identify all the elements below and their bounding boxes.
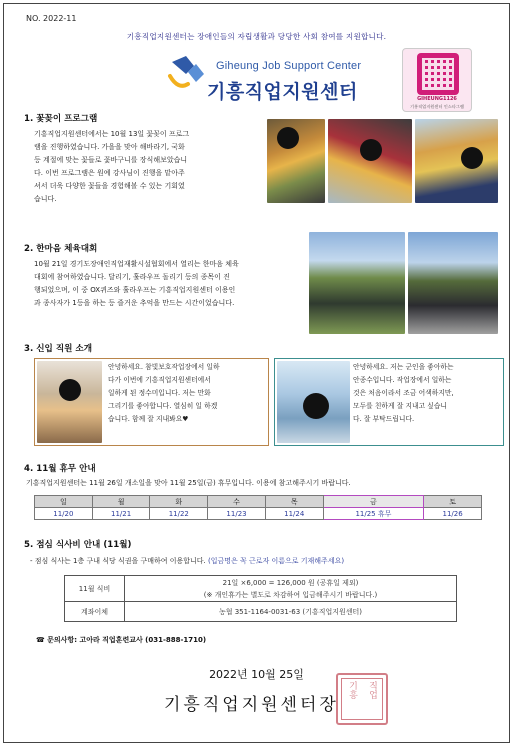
staff-intro-text-1 [108, 361, 266, 426]
text-line: 다. 이번 프로그램은 원예 강사님이 진행을 맡아주 [34, 169, 185, 177]
center-logo-icon [166, 54, 210, 94]
flower-photo-3 [415, 119, 498, 203]
day-header: 토 [424, 496, 482, 508]
text-line: 일하게 된 정수미입니다. 저는 만화 [108, 389, 211, 397]
text-line: 셔서 더욱 다양한 꽃들을 경험해볼 수 있는 기회였 [34, 182, 185, 190]
phone-icon: ☎ [36, 636, 48, 644]
day-header: 일 [35, 496, 93, 508]
date-cell: 11/22 [150, 508, 208, 520]
meal-notice [30, 556, 344, 566]
holiday-notice: 기흥직업지원센터는 11월 26일 개소일을 맞아 11월 25일(금) 휴무입니다. 이용에 참고해주시기 바랍니다. [26, 479, 351, 487]
text-line: 과 종사자가 1등을 하는 등 즐거운 추억을 만드는 시간이었습니다. [34, 299, 235, 307]
meal-fee-note: (※ 개인휴가는 별도로 차감하여 입금해주시기 바랍니다.) [203, 590, 378, 599]
newsletter-page [3, 3, 510, 743]
day-header: 금 [323, 496, 424, 508]
contact-line [36, 635, 206, 645]
meal-notice-text: - 점심 식사는 1층 구내 식당 식권을 구매하여 이용합니다. [30, 557, 208, 565]
qr-account-id: GIHEUNG1126 [417, 96, 457, 102]
meal-fee-cell [125, 576, 457, 602]
date-cell-holiday: 11/25 휴무 [323, 508, 424, 520]
section-title-sports: 2. 한마음 체육대회 [24, 244, 98, 254]
sports-paragraph [34, 258, 309, 310]
meal-fee-amount: 21일 ×6,000 = 126,000 원 (공휴일 제외) [222, 578, 359, 587]
section-title-holiday: 4. 11월 휴무 안내 [24, 464, 96, 474]
text-line: 그리기를 좋아합니다. 열심히 일 하겠 [108, 402, 218, 410]
text-line: 습니다. 함께 잘 지내봐요♥ [108, 415, 189, 423]
flower-photo-2 [328, 119, 412, 203]
doc-number: NO. 2022-11 [26, 14, 77, 23]
text-line: 안녕하세요. 저는 군인을 좋아하는 [353, 363, 454, 371]
seal-text-left: 기흥 [347, 681, 357, 699]
text-line: 다. 잘 부탁드립니다. [353, 415, 415, 423]
account-row-label: 계좌이체 [65, 602, 125, 622]
text-line: 기흥직업지원센터에서는 10월 13일 꽃꽂이 프로그 [34, 130, 190, 138]
text-line: 대회에 참여하였습니다. 달리기, 훌라우프 돌리기 등의 종목이 진 [34, 273, 230, 281]
meal-notice-highlight: (입금명은 꼭 근로자 이름으로 기재해주세요) [208, 557, 345, 565]
date-cell: 11/20 [35, 508, 93, 520]
date-cell: 11/24 [265, 508, 323, 520]
contact-text: 문의사항: 고아라 직업훈련교사 (031-888-1710) [47, 636, 207, 644]
text-line: 습니다. [34, 195, 57, 203]
day-header: 화 [150, 496, 208, 508]
sports-photo-2 [408, 232, 498, 334]
tagline: 기흥직업지원센터는 장애인들의 자립생활과 당당한 사회 참여를 지원합니다. [126, 32, 387, 41]
issue-date: 2022년 10월 25일 [209, 668, 304, 681]
logo-korean-name: 기흥직업지원센터 [207, 81, 358, 103]
date-cell: 11/23 [208, 508, 266, 520]
section-title-flower: 1. 꽃꽂이 프로그램 [24, 114, 98, 124]
meal-row-label: 11월 식비 [65, 576, 125, 602]
flower-paragraph [34, 128, 266, 206]
day-header: 수 [208, 496, 266, 508]
logo-english-name: Giheung Job Support Center [216, 60, 362, 72]
text-line: 모두를 친하게 잘 지내고 싶습니 [353, 402, 447, 410]
staff-intro-text-2 [353, 361, 501, 426]
official-seal-icon [336, 673, 388, 725]
text-line: 안녕하세요. 참빛보호작업장에서 일하 [108, 363, 220, 371]
date-cell: 11/26 [424, 508, 482, 520]
meal-fee-table [64, 575, 457, 622]
seal-text-right: 직업 [367, 681, 377, 699]
qr-caption: 기흥직업지원센터 인스타그램 [410, 104, 464, 109]
flower-photo-1 [267, 119, 325, 203]
text-line: 등 계절에 맞는 꽃들로 꽃바구니를 장식해보았습니 [34, 156, 188, 164]
instagram-qr-card [402, 48, 472, 112]
day-header: 월 [92, 496, 150, 508]
section-title-meal: 5. 점심 식사비 안내 (11월) [24, 540, 132, 550]
account-number: 농협 351-1164-0031-63 (기흥직업지원센터) [125, 602, 457, 622]
sports-photo-1 [309, 232, 405, 334]
text-line: 것은 처음이라서 조금 어색하지만, [353, 389, 454, 397]
holiday-calendar [34, 495, 482, 520]
section-title-new-staff: 3. 신입 직원 소개 [24, 344, 93, 354]
staff-photo-1 [37, 361, 102, 443]
text-line: 안종수입니다. 작업장에서 일하는 [353, 376, 452, 384]
staff-photo-2 [277, 361, 350, 443]
date-cell: 11/21 [92, 508, 150, 520]
text-line: 램을 진행하였습니다. 가을을 맞아 해바라기, 국화 [34, 143, 185, 151]
day-header: 목 [265, 496, 323, 508]
text-line: 행되었으며, 이 중 OX퀴즈와 훌라우프는 기흥직업지원센터 이용인 [34, 286, 236, 294]
text-line: 다가 이번에 기흥직업지원센터에서 [108, 376, 211, 384]
qr-code-icon [417, 53, 459, 95]
text-line: 10월 21일 경기도장애인직업재활시설협회에서 열리는 한마음 체육 [34, 260, 239, 268]
issuer-name: 기흥직업지원센터장 [164, 695, 339, 715]
